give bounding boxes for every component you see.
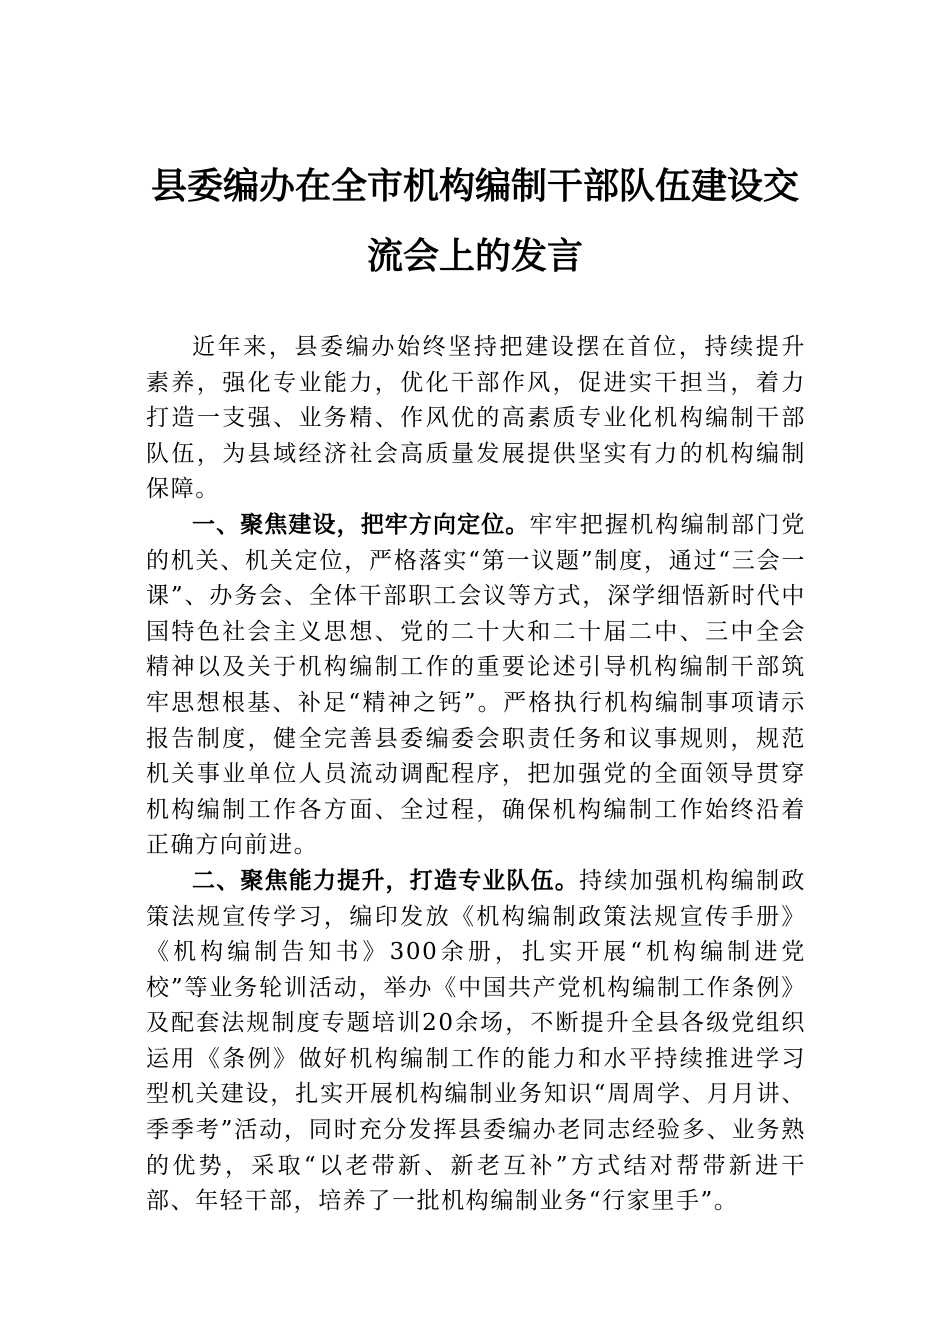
- section-two-heading: 二、聚焦能力提升，打造专业队伍。: [192, 867, 580, 894]
- document-title-line-1: 县委编办在全市机构编制干部队伍建设交: [150, 165, 799, 207]
- intro-paragraph: [146, 330, 806, 508]
- paragraph-text: 持续加强机构编制政策法规宣传学习，编印发放《机构编制政策法规宣传手册》《机构编制告知书》300余册，扎实开展“机构编制进党校”等业务轮训活动，举办《中国共产党机构编制工作条例》及配套法规制度专题培训20余场，不断提升全县各级党组织运用《条例》做好机构编制工作的能力和水平持续推进学习型机关建设，扎实开展机构编制业务知识“周周学、月月讲、季季考”活动，同时充分发挥县委编办老同志经验多、业务熟的优势，采取“以老带新、新老互补”方式结对帮带新进干部、年轻干部，培养了一批机构编制业务“行家里手”。: [146, 867, 806, 1215]
- paragraph-text: 近年来，县委编办始终坚持把建设摆在首位，持续提升素养，强化专业能力，优化干部作风，促进实干担当，着力打造一支强、业务精、作风优的高素质专业化机构编制干部队伍，为县域经济社会高质量发展提供坚实有力的机构编制保障。: [146, 334, 806, 503]
- paragraph-text: 牢牢把握机构编制部门党的机关、机关定位，严格落实“第一议题”制度，通过“三会一课”、办务会、全体干部职工会议等方式，深学细悟新时代中国特色社会主义思想、党的二十大和二十届二中、三中全会精神以及关于机构编制工作的重要论述引导机构编制干部筑牢思想根基、补足“精神之钙”。严格执行机构编制事项请示报告制度，健全完善县委编委会职责任务和议事规则，规范机关事业单位人员流动调配程序，把加强党的全面领导贯穿机构编制工作各方面、全过程，确保机构编制工作始终沿着正确方向前进。: [146, 511, 807, 859]
- section-one-heading: 一、聚焦建设，把牢方向定位。: [192, 511, 530, 538]
- section-two-paragraph: [146, 864, 806, 1220]
- section-one-paragraph: [146, 508, 806, 864]
- document-title-line-2: 流会上的发言: [366, 235, 583, 277]
- document-body: [146, 330, 806, 1220]
